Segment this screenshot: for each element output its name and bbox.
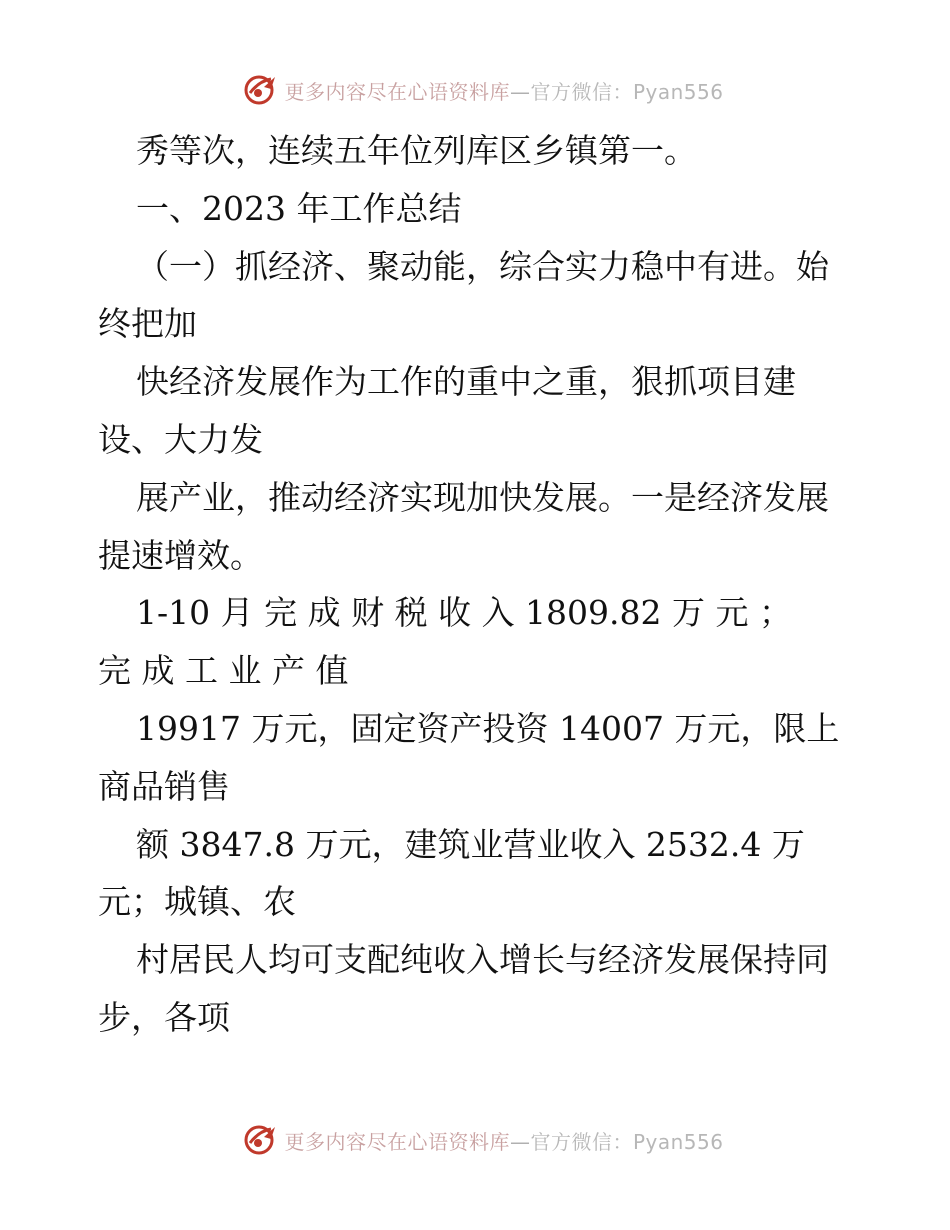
body-line-3: （一）抓经济、聚动能，综合实力稳中有进。始 [136, 246, 829, 286]
body-line-1: 秀等次，连续五年位列库区乡镇第一。 [136, 131, 697, 170]
header-dash: — [509, 79, 531, 104]
section-heading: 一、2023 年工作总结 [136, 188, 462, 228]
header-watermark-text [284, 76, 723, 105]
document-body [98, 122, 858, 1047]
body-line-11: 19917 万元，固定资产投资 14007 万元，限上 [136, 708, 840, 748]
body-line-6: 设、大力发 [98, 419, 263, 459]
footer-watermark-inner [244, 1123, 723, 1157]
body-line-5: 快经济发展作为工作的重中之重，狠抓项目建 [136, 362, 796, 402]
footer-site-text: 更多内容尽在心语资料库 [284, 1129, 510, 1154]
footer-wechat-text: 官方微信：Pyan556 [530, 1129, 724, 1154]
body-line-7: 展产业，推动经济实现加快发展。一是经济发展 [136, 477, 829, 517]
body-line-15: 村居民人均可支配纯收入增长与经济发展保持同 [136, 940, 829, 980]
body-line-4: 终把加 [98, 304, 197, 344]
brand-logo-icon [244, 1123, 278, 1157]
body-line-13: 额 3847.8 万元，建筑业营业收入 2532.4 万 [136, 824, 805, 864]
body-line-9: 1-10 月 完 成 财 税 收 入 1809.82 万 元 ； [136, 593, 792, 633]
body-line-16: 步，各项 [98, 997, 230, 1037]
footer-watermark-text [284, 1126, 723, 1155]
header-watermark [0, 70, 950, 110]
brand-logo-icon [244, 73, 278, 107]
body-line-8: 提速增效。 [98, 535, 263, 575]
footer-dash: — [509, 1129, 531, 1154]
body-line-10: 完 成 工 业 产 值 [98, 651, 349, 691]
footer-watermark [0, 1120, 950, 1160]
header-watermark-inner [244, 73, 723, 107]
body-line-12: 商品销售 [98, 766, 230, 806]
header-wechat-text: 官方微信：Pyan556 [530, 79, 724, 104]
body-line-14: 元；城镇、农 [98, 882, 296, 922]
header-site-text: 更多内容尽在心语资料库 [284, 79, 510, 104]
